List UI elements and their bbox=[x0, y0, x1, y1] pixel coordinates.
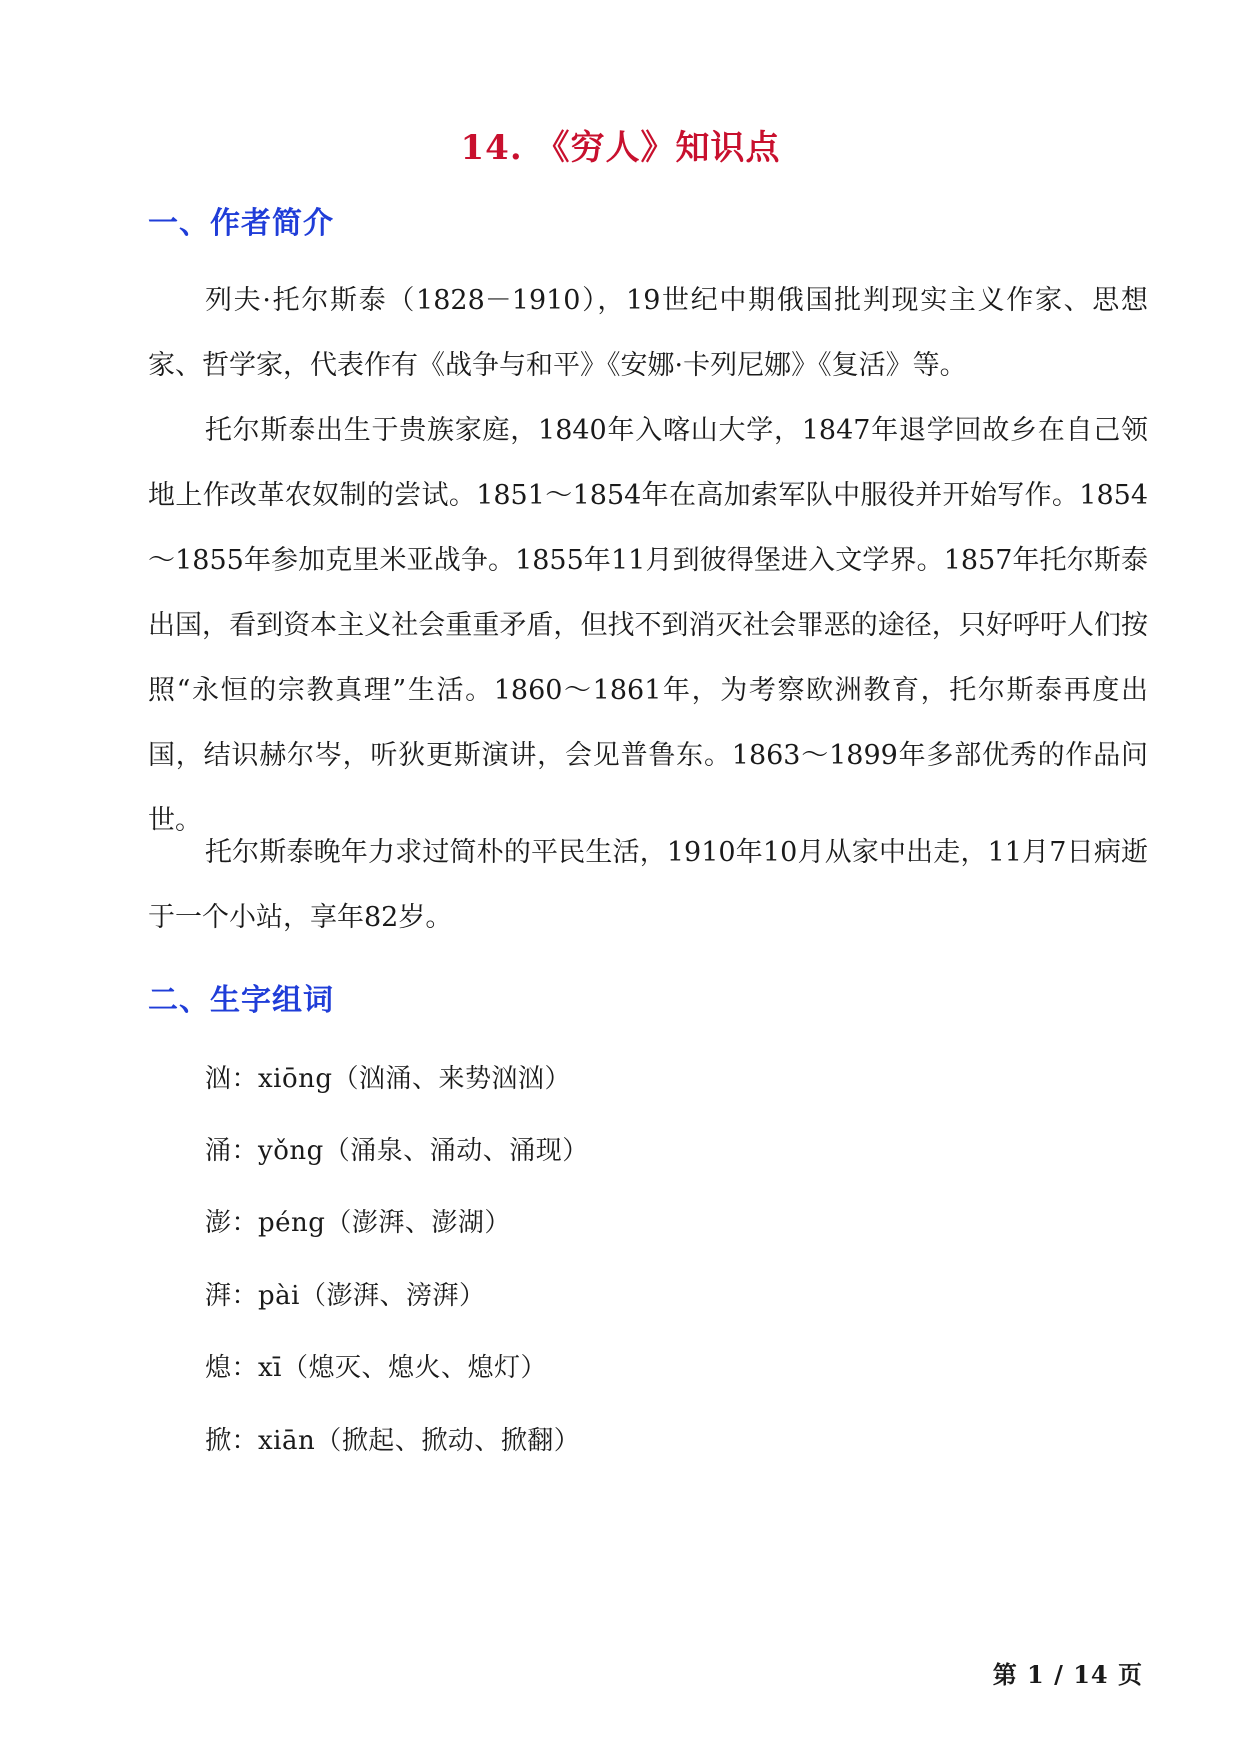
section-heading-vocabulary: 二、生字组词 bbox=[148, 983, 334, 1018]
vocab-item: 涌：yǒng（涌泉、涌动、涌现） bbox=[205, 1136, 589, 1166]
vocab-item: 汹：xiōng（汹涌、来势汹汹） bbox=[205, 1064, 572, 1094]
page-title: 14. 《穷人》知识点 bbox=[460, 128, 781, 168]
vocab-item: 澎：péng（澎湃、澎湖） bbox=[205, 1208, 511, 1238]
vocab-item: 掀：xiān（掀起、掀动、掀翻） bbox=[205, 1426, 581, 1456]
vocab-item: 熄：xī（熄灭、熄火、熄灯） bbox=[205, 1353, 547, 1383]
section-heading-author: 一、作者简介 bbox=[148, 206, 334, 241]
paragraph-author-life: 托尔斯泰出生于贵族家庭，1840年入喀山大学，1847年退学回故乡在自己领地上作改革农奴制的尝试。1851～1854年在高加索军队中服役并开始写作。1854～1855年参加克里米亚战争。1855年11月到彼得堡进入文学界。1857年托尔斯泰出国，看到资本主义社会重重矛盾，但找不到消灭社会罪恶的途径，只好呼吁人们按照“永恒的宗教真理”生活。1860～1861年，为考察欧洲教育，托尔斯泰再度出国，结识赫尔岑，听狄更斯演讲，会见普鲁东。1863～1899年多部优秀的作品问世。 bbox=[148, 415, 1148, 836]
page-number: 第 1 / 14 页 bbox=[992, 1660, 1143, 1689]
vocab-item: 湃：pài（澎湃、滂湃） bbox=[205, 1281, 486, 1311]
paragraph-author-intro: 列夫·托尔斯泰（1828－1910），19世纪中期俄国批判现实主义作家、思想家、哲学家，代表作有《战争与和平》《安娜·卡列尼娜》《复活》等。 bbox=[148, 285, 1148, 381]
paragraph-author-late-years: 托尔斯泰晚年力求过简朴的平民生活，1910年10月从家中出走，11月7日病逝于一个小站，享年82岁。 bbox=[148, 837, 1148, 933]
